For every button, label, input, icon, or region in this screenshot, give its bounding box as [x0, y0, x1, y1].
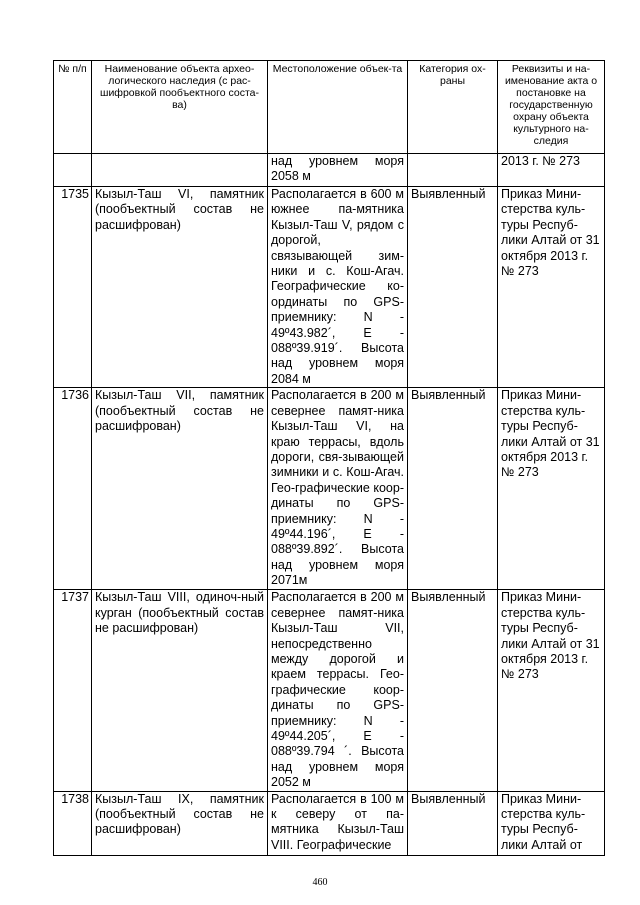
- row-location: над уровнем моря 2058 м: [268, 154, 408, 187]
- table-row: [54, 187, 605, 388]
- table-row: [54, 154, 605, 187]
- row-category: Выявленный: [408, 791, 498, 855]
- row-object-name: Кызыл-Таш IX, памятник (пообъектный состав не расшифрован): [92, 791, 268, 855]
- row-object-name: Кызыл-Таш VII, памятник (пообъектный состав не расшифрован): [92, 388, 268, 590]
- row-act: Приказ Мини-стерства куль-туры Респуб-лики Алтай от 31 октября 2013 г. № 273: [498, 590, 605, 791]
- row-number: 1736: [54, 388, 92, 590]
- table-header-row: [54, 61, 605, 154]
- row-act: Приказ Мини-стерства куль-туры Респуб-лики Алтай от: [498, 791, 605, 855]
- table-row: [54, 590, 605, 791]
- heritage-table: [53, 60, 605, 856]
- row-number: 1735: [54, 187, 92, 388]
- header-object-name: Наименование объекта архео-логического наследия (с рас-шифровкой пообъектного соста-ва): [92, 61, 268, 154]
- table-row: [54, 388, 605, 590]
- row-location: Располагается в 200 м севернее памят-ника Кызыл-Таш VI, на краю террасы, вдоль дороги, свя-зывающей зимники и с. Кош-Агач. Гео-графические коор-динаты по GPS-приемнику: N - 49º44.196´, E - 088º39.892´. Высота над уровнем моря 2071м: [268, 388, 408, 590]
- row-object-name: Кызыл-Таш VI, памятник (пообъектный состав не расшифрован): [92, 187, 268, 388]
- row-category: Выявленный: [408, 187, 498, 388]
- header-act-details: Реквизиты и на-именование акта о постановке на государственную охрану объекта культурного на-следия: [498, 61, 605, 154]
- row-number: 1738: [54, 791, 92, 855]
- row-location: Располагается в 100 м к северу от па-мятника Кызыл-Таш VIII. Географические: [268, 791, 408, 855]
- row-category: [408, 154, 498, 187]
- row-number: [54, 154, 92, 187]
- row-number: 1737: [54, 590, 92, 791]
- header-protection-category: Категория ох-раны: [408, 61, 498, 154]
- page-number: 460: [312, 877, 328, 888]
- row-act: 2013 г. № 273: [498, 154, 605, 187]
- row-category: Выявленный: [408, 388, 498, 590]
- row-object-name: Кызыл-Таш VIII, одиноч-ный курган (пообъектный состав не расшифрован): [92, 590, 268, 791]
- row-act: Приказ Мини-стерства куль-туры Респуб-лики Алтай от 31 октября 2013 г. № 273: [498, 187, 605, 388]
- table-row: [54, 791, 605, 855]
- row-act: Приказ Мини-стерства куль-туры Респуб-лики Алтай от 31 октября 2013 г. № 273: [498, 388, 605, 590]
- header-location: Местоположение объек-та: [268, 61, 408, 154]
- row-object-name: [92, 154, 268, 187]
- row-location: Располагается в 200 м севернее памят-ника Кызыл-Таш VII, непосредственно между дорогой и краем террасы. Гео-графические коор-динаты по GPS-приемнику: N - 49º44.205´, E - 088º39.794 ´. Высота над уровнем моря 2052 м: [268, 590, 408, 791]
- row-location: Располагается в 600 м южнее па-мятника Кызыл-Таш V, рядом с дорогой, связывающей зим-ники и с. Кош-Агач. Географические ко-ординаты по GPS-приемнику: N - 49º43.982´, E - 088º39.919´. Высота над уровнем моря 2084 м: [268, 187, 408, 388]
- header-number: № п/п: [54, 61, 92, 154]
- row-category: Выявленный: [408, 590, 498, 791]
